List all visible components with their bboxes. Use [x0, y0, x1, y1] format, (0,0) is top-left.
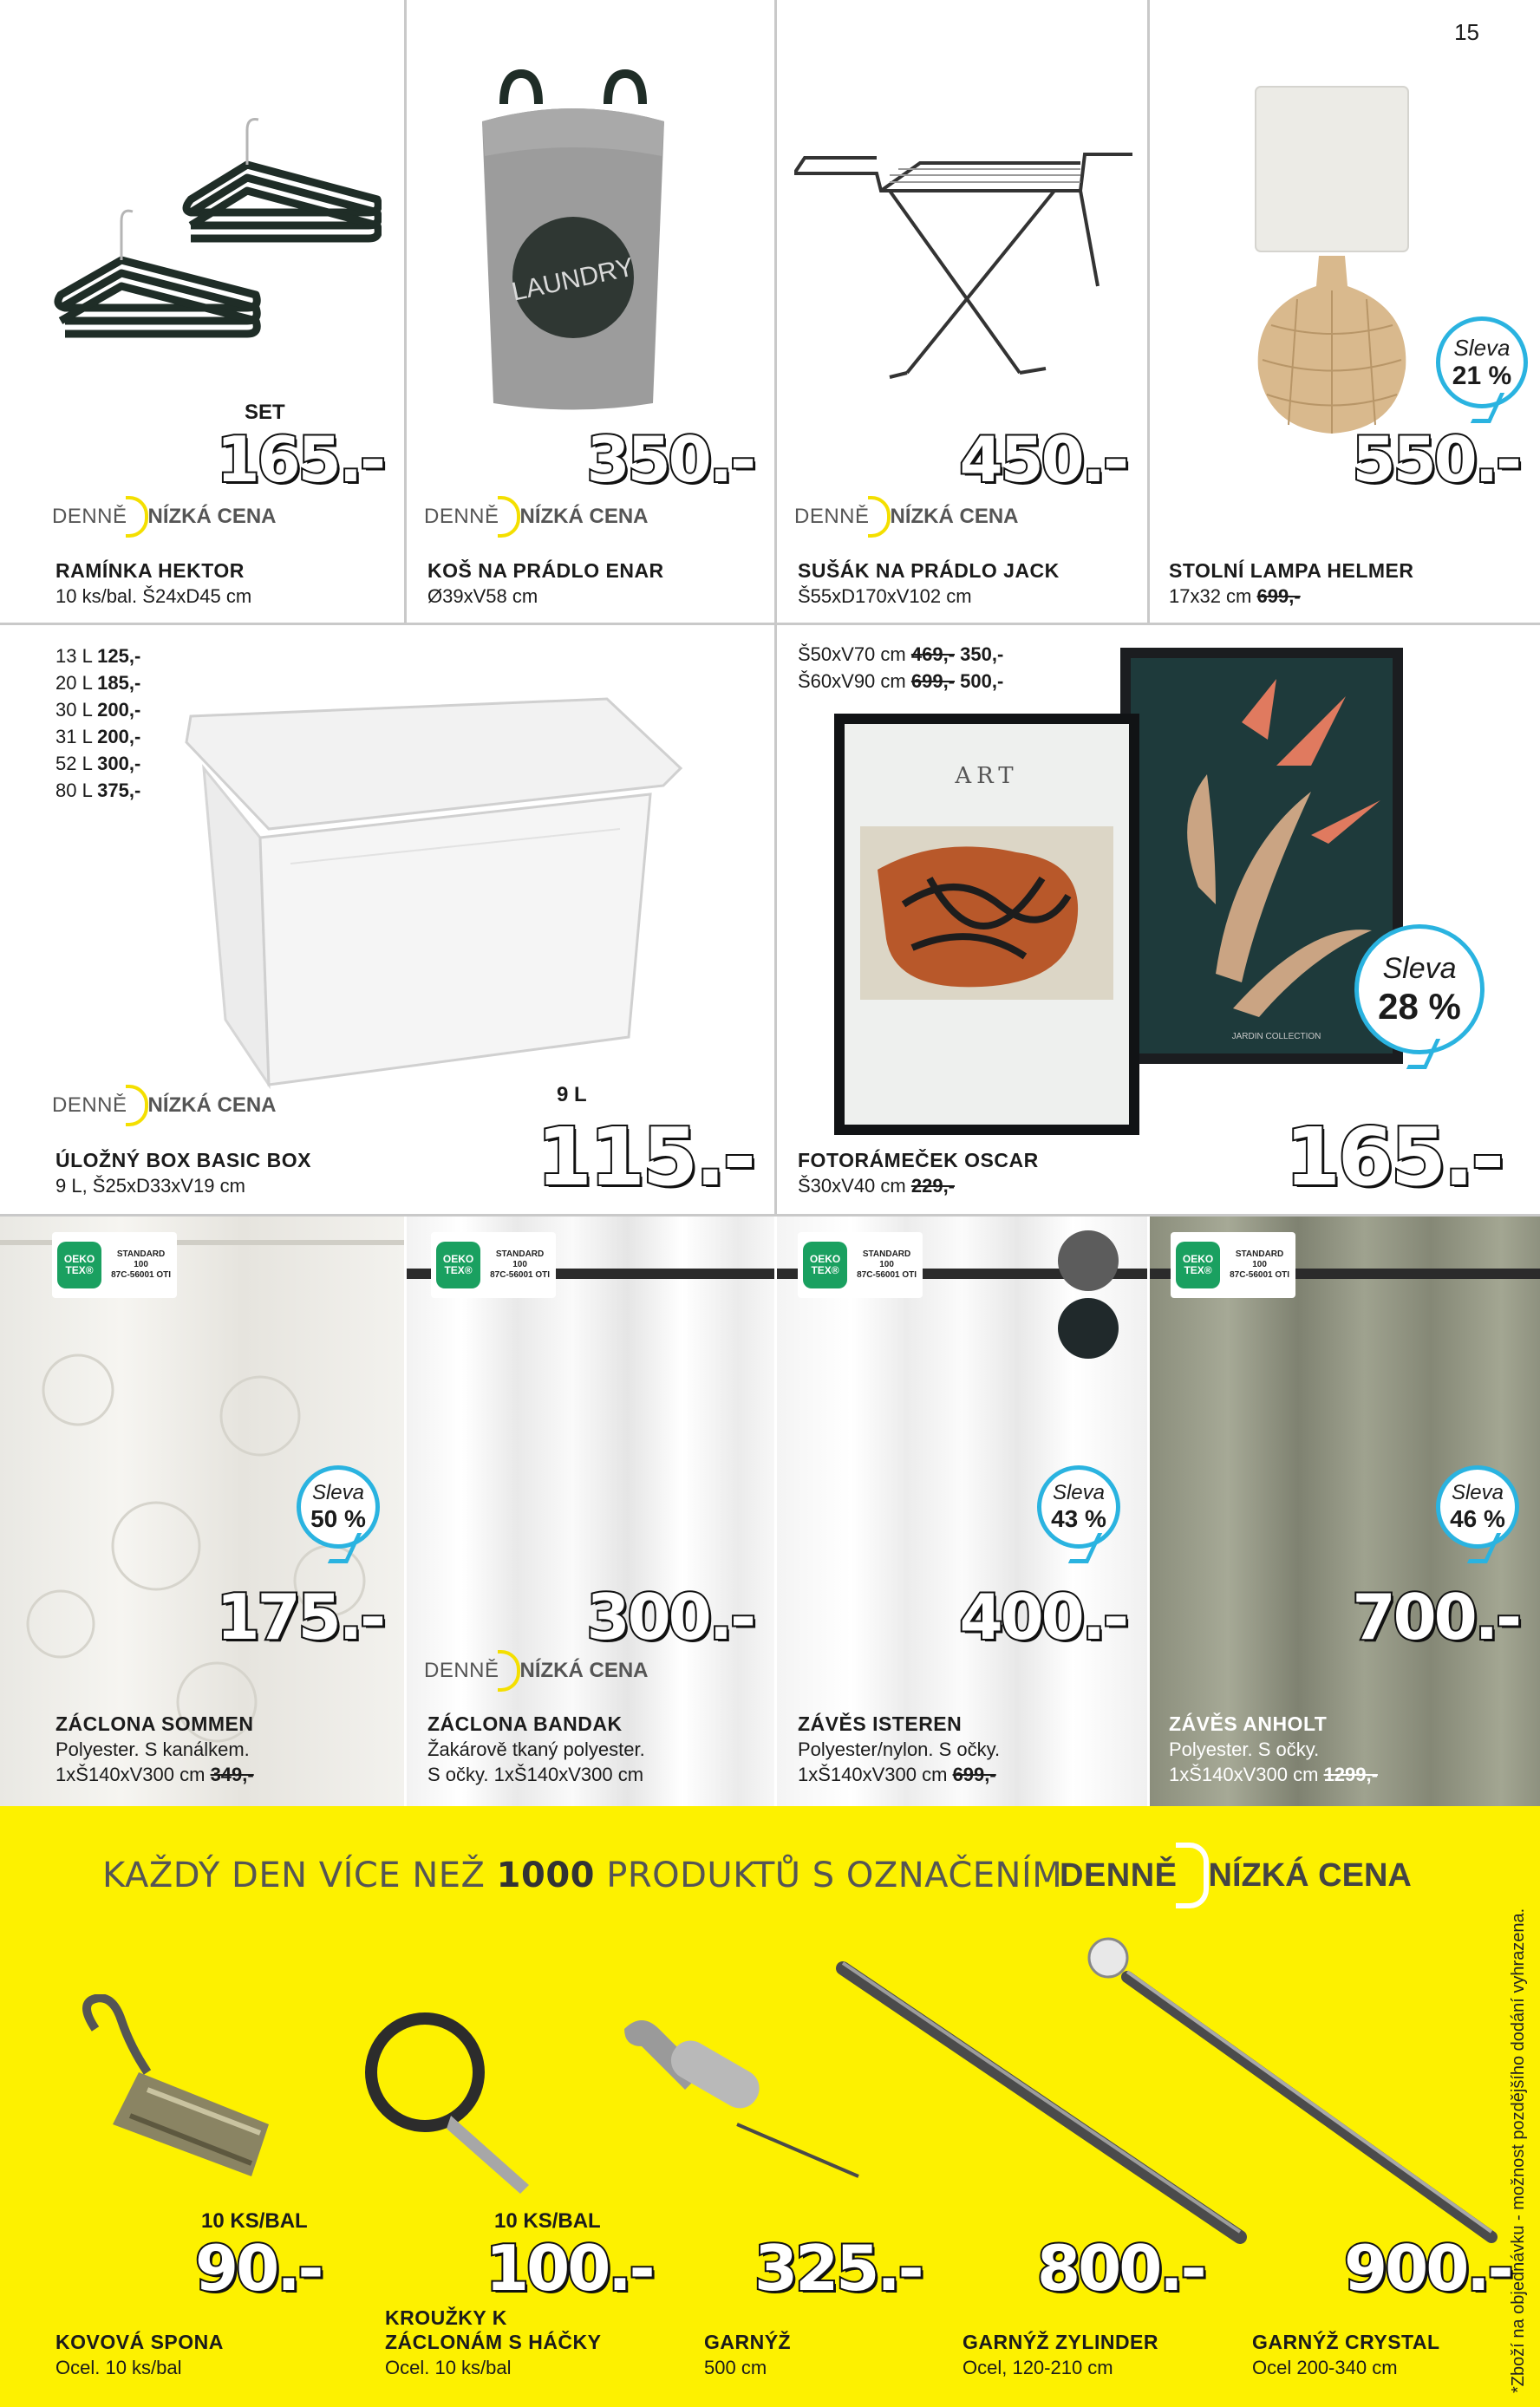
- size-row: 30 L 200,-: [55, 699, 141, 721]
- product-drying-rack[interactable]: [777, 0, 1147, 623]
- product-name: ZÁCLONA BANDAK: [427, 1712, 623, 1735]
- price: 800.-: [1037, 2232, 1204, 2305]
- product-name: KROUŽKY K: [385, 2306, 507, 2329]
- clip-image: [61, 1994, 303, 2194]
- product-storage-box[interactable]: [0, 625, 774, 1214]
- product-name: KOVOVÁ SPONA: [55, 2331, 224, 2353]
- art-title: ART: [955, 763, 1019, 789]
- product-desc: Ocel 200-340 cm: [1252, 2357, 1398, 2378]
- product-desc: 17x32 cm 699,-: [1169, 585, 1301, 607]
- product-name-line2: ZÁCLONÁM S HÁČKY: [385, 2331, 602, 2353]
- drying-rack-image: [794, 139, 1141, 399]
- product-desc: Š30xV40 cm 229,-: [798, 1175, 956, 1197]
- discount-bubble: Sleva 50 %: [297, 1465, 380, 1549]
- oeko-tex-badge: OEKO TEX® STANDARD 100 87C-56001 OTI: [798, 1232, 923, 1298]
- product-desc: Polyester. S kanálkem. 1xŠ140xV300 cm 349,-: [55, 1738, 254, 1785]
- product-desc: Ocel. 10 ks/bal: [55, 2357, 182, 2378]
- product-name: KOŠ NA PRÁDLO ENAR: [427, 559, 664, 582]
- rod-image: [607, 1994, 867, 2185]
- size-row: 20 L 185,-: [55, 672, 141, 694]
- old-price: 699,-: [952, 1764, 996, 1785]
- price: 550.-: [1352, 423, 1519, 496]
- discount-bubble: Sleva 46 %: [1436, 1465, 1519, 1549]
- frames-image: [825, 644, 1424, 1138]
- product-lamp[interactable]: [1150, 0, 1540, 623]
- product-curtain-sommen[interactable]: [0, 1217, 404, 1806]
- ring-hook-image: [347, 2003, 572, 2202]
- lamp-image: [1237, 82, 1427, 438]
- size-row: 80 L 375,-: [55, 780, 141, 801]
- price: 100.-: [486, 2232, 653, 2305]
- hangers-image: [52, 104, 382, 364]
- discount-bubble: Sleva 28 %: [1354, 924, 1485, 1054]
- old-price: 1299,-: [1323, 1764, 1378, 1785]
- rod-crystal-image: [1084, 1934, 1500, 2246]
- pack-label: 10 KS/BAL: [201, 2209, 308, 2233]
- pack-label: 10 KS/BAL: [494, 2209, 601, 2233]
- product-desc: Polyester/nylon. S očky. 1xŠ140xV300 cm 699,-: [798, 1738, 1001, 1785]
- poster-caption: JARDIN COLLECTION: [1231, 1032, 1321, 1041]
- size-row: 13 L 125,-: [55, 645, 141, 667]
- price: 300.-: [586, 1581, 754, 1654]
- size-row: Š50xV70 cm 469,- 350,-: [798, 643, 1004, 665]
- price: 350.-: [586, 423, 754, 496]
- denne-nizka-cena-logo: DENNĚ NÍZKÁ CENA: [794, 498, 1019, 536]
- product-name: ZÁVĚS ISTEREN: [798, 1712, 962, 1735]
- denne-nizka-cena-logo-large: DENNĚ NÍZKÁ CENA: [1060, 1845, 1412, 1906]
- price: 325.-: [754, 2232, 922, 2305]
- product-name: GARNÝŽ ZYLINDER: [962, 2331, 1158, 2353]
- oeko-tex-badge: OEKO TEX® STANDARD 100 87C-56001 OTI: [1171, 1232, 1295, 1298]
- old-price: 229,-: [910, 1175, 956, 1197]
- basket-label: LAUNDRY: [509, 252, 636, 307]
- price: 115.-: [536, 1111, 754, 1204]
- product-desc: 10 ks/bal. Š24xD45 cm: [55, 585, 252, 607]
- product-desc: Ocel. 10 ks/bal: [385, 2357, 512, 2378]
- product-name: ZÁCLONA SOMMEN: [55, 1712, 254, 1735]
- old-price: 699,-: [1256, 585, 1301, 607]
- product-desc: Ocel, 120-210 cm: [962, 2357, 1113, 2378]
- size-price-list: [55, 643, 140, 804]
- product-name: SUŠÁK NA PRÁDLO JACK: [798, 559, 1060, 582]
- denne-nizka-cena-logo: DENNĚ NÍZKÁ CENA: [52, 498, 277, 536]
- product-name: ÚLOŽNÝ BOX BASIC BOX: [55, 1149, 311, 1171]
- product-name: ZÁVĚS ANHOLT: [1169, 1712, 1328, 1735]
- product-desc: Ø39xV58 cm: [427, 585, 538, 607]
- product-name: GARNÝŽ CRYSTAL: [1252, 2331, 1440, 2353]
- color-swatch-grey[interactable]: [1058, 1230, 1119, 1291]
- oeko-tex-badge: OEKO TEX® STANDARD 100 87C-56001 OTI: [431, 1232, 556, 1298]
- price: 400.-: [959, 1581, 1126, 1654]
- product-curtain-anholt[interactable]: [1150, 1217, 1540, 1806]
- oeko-tex-badge: OEKO TEX® STANDARD 100 87C-56001 OTI: [52, 1232, 177, 1298]
- old-price: 349,-: [210, 1764, 254, 1785]
- product-desc: Žakárově tkaný polyester. S očky. 1xŠ140xV300 cm: [427, 1738, 645, 1785]
- product-desc: Š55xD170xV102 cm: [798, 585, 972, 607]
- denne-nizka-cena-logo: DENNĚ NÍZKÁ CENA: [424, 1652, 649, 1690]
- product-curtain-isteren[interactable]: [777, 1217, 1147, 1806]
- storage-box-image: [178, 690, 698, 1089]
- product-desc: 500 cm: [704, 2357, 767, 2378]
- price: 900.-: [1344, 2232, 1511, 2305]
- page-number: 15: [1454, 19, 1479, 45]
- product-hangers[interactable]: [0, 0, 404, 623]
- product-desc: Polyester. S očky. 1xŠ140xV300 cm 1299,-: [1169, 1738, 1378, 1785]
- price: 90.-: [195, 2232, 322, 2305]
- product-name: STOLNÍ LAMPA HELMER: [1169, 559, 1414, 582]
- set-label: SET: [245, 401, 285, 424]
- discount-bubble: Sleva 21 %: [1436, 316, 1528, 408]
- volume-label: 9 L: [557, 1083, 587, 1106]
- price: 165.-: [216, 423, 383, 496]
- price: 450.-: [959, 423, 1126, 496]
- footnote: *Zboží na objednávku - možnost pozdějšího dodání vyhrazena.: [1509, 1908, 1528, 2393]
- discount-bubble: Sleva 43 %: [1037, 1465, 1120, 1549]
- product-name: FOTORÁMEČEK OSCAR: [798, 1149, 1039, 1171]
- size-row: 52 L 300,-: [55, 753, 141, 774]
- banner-text: KAŽDÝ DEN VÍCE NEŽ 1000 PRODUKTŮ S OZNAČENÍM: [102, 1856, 1063, 1895]
- size-row: 31 L 200,-: [55, 726, 141, 747]
- product-desc: 9 L, Š25xD33xV19 cm: [55, 1175, 245, 1197]
- price: 700.-: [1352, 1581, 1519, 1654]
- product-curtain-bandak[interactable]: [407, 1217, 774, 1806]
- size-row: Š60xV90 cm 699,- 500,-: [798, 670, 1004, 692]
- product-name: GARNÝŽ: [704, 2331, 792, 2353]
- price: 175.-: [216, 1581, 383, 1654]
- denne-nizka-cena-logo: DENNĚ NÍZKÁ CENA: [52, 1086, 277, 1125]
- color-swatch-dark[interactable]: [1058, 1298, 1119, 1359]
- basket-image: [469, 69, 677, 425]
- product-photo-frame[interactable]: [777, 625, 1540, 1214]
- price: 165.-: [1284, 1111, 1502, 1204]
- denne-nizka-cena-logo: DENNĚ NÍZKÁ CENA: [424, 498, 649, 536]
- product-name: RAMÍNKA HEKTOR: [55, 559, 245, 582]
- product-basket[interactable]: [407, 0, 774, 623]
